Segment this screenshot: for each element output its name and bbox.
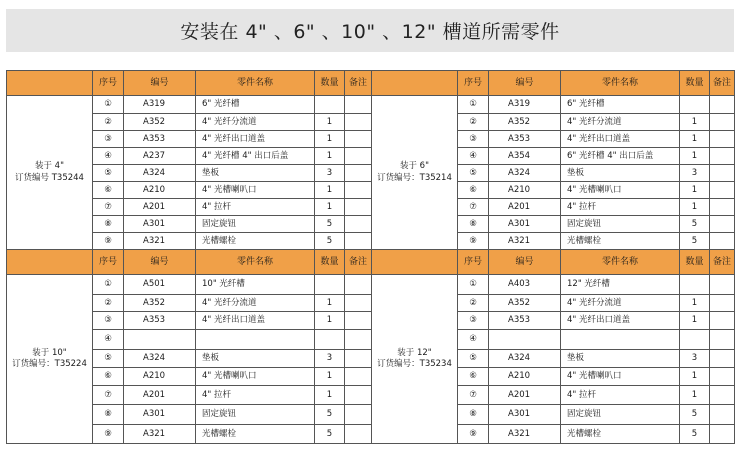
header-blank-cell	[372, 250, 458, 275]
part-quantity	[315, 330, 345, 350]
part-code: A353	[124, 131, 196, 148]
part-name: 光槽螺栓	[561, 233, 680, 250]
row-index: ③	[93, 312, 124, 330]
part-note	[710, 295, 735, 312]
part-code: A210	[489, 182, 561, 199]
row-index: ⑧	[93, 216, 124, 233]
mount-size-label: 装于 4"	[34, 161, 65, 172]
part-name: 垫板	[561, 350, 680, 368]
table-row	[7, 199, 735, 216]
part-note	[710, 114, 735, 131]
part-note	[710, 96, 735, 114]
part-code: A354	[489, 148, 561, 165]
part-name: 4" 光纤分流道	[196, 295, 315, 312]
header-name: 零件名称	[561, 250, 680, 275]
part-note	[345, 405, 372, 425]
part-note	[345, 330, 372, 350]
row-index: ⑦	[458, 199, 489, 216]
row-index: ④	[458, 148, 489, 165]
part-code: A353	[124, 312, 196, 330]
order-number-label: 订货编号：T35234	[377, 359, 452, 369]
header-index: 序号	[93, 250, 124, 275]
header-qty: 数量	[315, 250, 345, 275]
table-row	[7, 386, 735, 405]
table-row	[7, 295, 735, 312]
part-quantity: 3	[680, 350, 710, 368]
table-row	[7, 330, 735, 350]
part-code: A324	[124, 350, 196, 368]
part-name: 6" 光纤槽 4" 出口后盖	[561, 148, 680, 165]
part-code: A324	[489, 350, 561, 368]
part-quantity: 1	[315, 148, 345, 165]
mount-label-cell	[7, 96, 93, 250]
mount-label-cell	[7, 275, 93, 444]
table-row	[7, 182, 735, 199]
part-quantity: 5	[680, 233, 710, 250]
header-qty: 数量	[680, 250, 710, 275]
table-row	[7, 368, 735, 386]
page-title: 安装在 4" 、6" 、10" 、12" 槽道所需零件	[180, 21, 560, 43]
part-note	[710, 330, 735, 350]
part-quantity: 1	[680, 312, 710, 330]
part-code: A210	[124, 182, 196, 199]
row-index: ⑤	[93, 350, 124, 368]
row-index: ⑧	[458, 405, 489, 425]
table-row	[7, 312, 735, 330]
part-code: A210	[489, 368, 561, 386]
table-row	[7, 96, 735, 114]
header-index: 序号	[458, 250, 489, 275]
part-quantity: 1	[680, 148, 710, 165]
row-index: ⑤	[93, 165, 124, 182]
row-index: ⑧	[93, 405, 124, 425]
part-quantity: 5	[315, 425, 345, 444]
header-qty: 数量	[315, 71, 345, 96]
part-name: 4" 拉杆	[196, 199, 315, 216]
part-note	[345, 216, 372, 233]
row-index: ④	[93, 148, 124, 165]
part-note	[345, 425, 372, 444]
row-index: ⑦	[93, 386, 124, 405]
part-note	[345, 386, 372, 405]
part-note	[345, 312, 372, 330]
row-index: ⑥	[93, 368, 124, 386]
part-quantity: 1	[315, 312, 345, 330]
part-note	[710, 148, 735, 165]
part-code: A201	[489, 386, 561, 405]
row-index: ⑤	[458, 350, 489, 368]
part-name: 4" 拉杆	[561, 199, 680, 216]
table-row	[7, 216, 735, 233]
part-code: A301	[489, 405, 561, 425]
mount-label-cell	[372, 96, 458, 250]
part-code: A319	[124, 96, 196, 114]
header-qty: 数量	[680, 71, 710, 96]
part-quantity: 1	[680, 368, 710, 386]
table-row	[7, 148, 735, 165]
part-name: 光槽螺栓	[196, 425, 315, 444]
table-row	[7, 405, 735, 425]
part-name: 光槽螺栓	[196, 233, 315, 250]
part-quantity: 1	[680, 131, 710, 148]
part-quantity: 3	[315, 165, 345, 182]
part-name: 光槽螺栓	[561, 425, 680, 444]
part-note	[710, 216, 735, 233]
part-note	[710, 350, 735, 368]
order-number-label: 订货编号：T35214	[377, 172, 452, 183]
header-name: 零件名称	[196, 71, 315, 96]
part-note	[710, 233, 735, 250]
part-note	[345, 131, 372, 148]
part-code: A201	[489, 199, 561, 216]
title-bar	[6, 9, 734, 52]
mount-size-label: 装于 10"	[32, 347, 67, 358]
row-index: ②	[93, 114, 124, 131]
mount-size-label: 装于 12"	[397, 347, 432, 358]
part-note	[345, 295, 372, 312]
part-code	[124, 330, 196, 350]
part-note	[710, 131, 735, 148]
header-blank-cell	[7, 71, 93, 96]
part-code: A321	[124, 233, 196, 250]
part-quantity: 1	[315, 368, 345, 386]
part-name: 4" 光槽喇叭口	[196, 368, 315, 386]
header-code: 编号	[124, 71, 196, 96]
part-quantity: 5	[315, 216, 345, 233]
part-note	[710, 405, 735, 425]
row-index: ⑨	[93, 233, 124, 250]
part-name: 4" 光纤槽 4" 出口后盖	[196, 148, 315, 165]
row-index: ④	[458, 330, 489, 350]
row-index: ②	[458, 114, 489, 131]
part-code: A353	[489, 131, 561, 148]
row-index: ⑤	[458, 165, 489, 182]
part-code: A237	[124, 148, 196, 165]
part-quantity: 1	[315, 182, 345, 199]
part-name: 4" 光槽喇叭口	[561, 368, 680, 386]
part-name: 垫板	[196, 165, 315, 182]
part-code: A210	[124, 368, 196, 386]
row-index: ③	[93, 131, 124, 148]
header-index: 序号	[458, 71, 489, 96]
part-quantity: 1	[680, 114, 710, 131]
row-index: ③	[458, 131, 489, 148]
part-name: 4" 光纤分流道	[561, 114, 680, 131]
part-name: 4" 拉杆	[196, 386, 315, 405]
part-name: 4" 拉杆	[561, 386, 680, 405]
row-index: ①	[93, 96, 124, 114]
table-row	[7, 275, 735, 295]
table-row	[7, 114, 735, 131]
part-note	[345, 182, 372, 199]
header-blank-cell	[7, 250, 93, 275]
part-quantity	[680, 275, 710, 295]
part-code: A353	[489, 312, 561, 330]
row-index: ①	[458, 275, 489, 295]
part-note	[710, 182, 735, 199]
part-code: A321	[489, 425, 561, 444]
part-quantity: 3	[315, 350, 345, 368]
part-name: 4" 光纤分流道	[561, 295, 680, 312]
header-blank-cell	[372, 71, 458, 96]
part-quantity: 1	[680, 199, 710, 216]
row-index: ⑦	[93, 199, 124, 216]
row-index: ④	[93, 330, 124, 350]
part-name: 12" 光纤槽	[561, 275, 680, 295]
part-name: 固定旋钮	[196, 216, 315, 233]
part-note	[345, 275, 372, 295]
part-note	[345, 114, 372, 131]
part-quantity: 1	[315, 114, 345, 131]
part-code: A501	[124, 275, 196, 295]
part-code: A324	[124, 165, 196, 182]
part-quantity	[315, 96, 345, 114]
row-index: ②	[458, 295, 489, 312]
table-row	[7, 131, 735, 148]
part-name: 4" 光纤分流道	[196, 114, 315, 131]
part-code: A324	[489, 165, 561, 182]
table-row	[7, 233, 735, 250]
row-index: ①	[93, 275, 124, 295]
row-index: ⑥	[458, 368, 489, 386]
part-quantity	[680, 330, 710, 350]
header-note: 备注	[710, 250, 735, 275]
part-name	[196, 330, 315, 350]
part-code: A352	[489, 114, 561, 131]
part-quantity: 5	[315, 233, 345, 250]
header-note: 备注	[345, 250, 372, 275]
header-note: 备注	[710, 71, 735, 96]
part-quantity: 1	[315, 295, 345, 312]
part-quantity: 1	[680, 386, 710, 405]
part-code: A403	[489, 275, 561, 295]
part-code: A201	[124, 386, 196, 405]
header-name: 零件名称	[561, 71, 680, 96]
row-index: ⑥	[458, 182, 489, 199]
part-note	[710, 199, 735, 216]
header-note: 备注	[345, 71, 372, 96]
order-number-label: 订货编号 T35244	[15, 172, 84, 183]
part-code	[489, 330, 561, 350]
part-name: 固定旋钮	[561, 216, 680, 233]
part-code: A321	[489, 233, 561, 250]
row-index: ⑧	[458, 216, 489, 233]
part-code: A352	[489, 295, 561, 312]
row-index: ①	[458, 96, 489, 114]
part-name: 10" 光纤槽	[196, 275, 315, 295]
header-name: 零件名称	[196, 250, 315, 275]
part-quantity: 1	[315, 131, 345, 148]
part-quantity: 1	[315, 386, 345, 405]
part-quantity: 5	[315, 405, 345, 425]
part-note	[345, 165, 372, 182]
part-name: 6" 光纤槽	[196, 96, 315, 114]
order-number-label: 订货编号：T35224	[12, 359, 87, 369]
part-code: A301	[489, 216, 561, 233]
part-note	[345, 96, 372, 114]
header-index: 序号	[93, 71, 124, 96]
part-note	[710, 386, 735, 405]
part-code: A301	[124, 216, 196, 233]
part-note	[345, 368, 372, 386]
header-row	[7, 250, 735, 275]
part-code: A201	[124, 199, 196, 216]
part-code: A319	[489, 96, 561, 114]
row-index: ⑨	[458, 233, 489, 250]
header-code: 编号	[489, 71, 561, 96]
parts-table	[6, 70, 735, 444]
part-name	[561, 330, 680, 350]
part-note	[710, 425, 735, 444]
part-note	[345, 233, 372, 250]
mount-label-cell	[372, 275, 458, 444]
part-name: 4" 光槽喇叭口	[196, 182, 315, 199]
part-name: 4" 光槽喇叭口	[561, 182, 680, 199]
part-quantity: 5	[680, 216, 710, 233]
row-index: ⑨	[458, 425, 489, 444]
part-quantity: 3	[680, 165, 710, 182]
part-note	[345, 350, 372, 368]
part-quantity: 1	[315, 199, 345, 216]
part-code: A352	[124, 114, 196, 131]
part-note	[710, 368, 735, 386]
part-note	[710, 165, 735, 182]
part-name: 4" 光纤出口道盖	[561, 131, 680, 148]
row-index: ⑥	[93, 182, 124, 199]
table-row	[7, 425, 735, 444]
part-quantity	[680, 96, 710, 114]
header-code: 编号	[124, 250, 196, 275]
mount-size-label: 装于 6"	[399, 161, 430, 172]
part-quantity: 1	[680, 295, 710, 312]
header-row	[7, 71, 735, 96]
part-quantity	[315, 275, 345, 295]
part-name: 垫板	[561, 165, 680, 182]
part-code: A321	[124, 425, 196, 444]
row-index: ⑦	[458, 386, 489, 405]
part-name: 4" 光纤出口道盖	[196, 131, 315, 148]
part-quantity: 1	[680, 182, 710, 199]
part-note	[710, 312, 735, 330]
part-name: 固定旋钮	[196, 405, 315, 425]
table-row	[7, 350, 735, 368]
part-name: 6" 光纤槽	[561, 96, 680, 114]
part-code: A301	[124, 405, 196, 425]
part-code: A352	[124, 295, 196, 312]
part-name: 垫板	[196, 350, 315, 368]
part-note	[345, 199, 372, 216]
part-quantity: 5	[680, 405, 710, 425]
part-name: 4" 光纤出口道盖	[196, 312, 315, 330]
part-name: 4" 光纤出口道盖	[561, 312, 680, 330]
row-index: ②	[93, 295, 124, 312]
part-note	[710, 275, 735, 295]
table-row	[7, 165, 735, 182]
row-index: ⑨	[93, 425, 124, 444]
part-quantity: 5	[680, 425, 710, 444]
part-name: 固定旋钮	[561, 405, 680, 425]
part-note	[345, 148, 372, 165]
row-index: ③	[458, 312, 489, 330]
header-code: 编号	[489, 250, 561, 275]
